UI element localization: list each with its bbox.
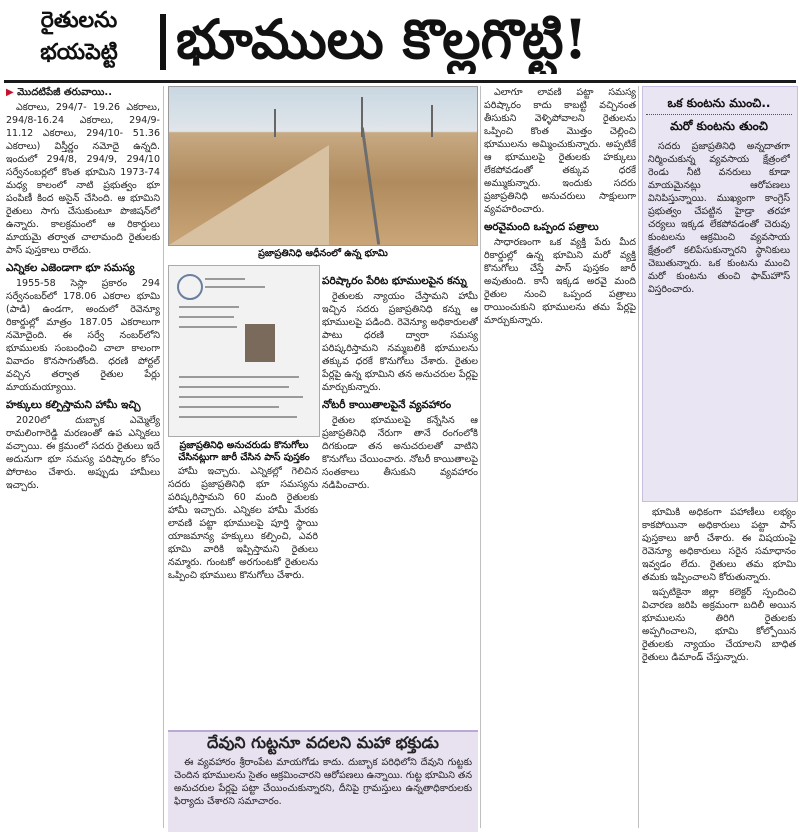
sidebar-heading-1: ఒక కుంటను ముంచి.. xyxy=(646,92,792,115)
paragraph: 1955-58 సెస్లా ప్రకారం 294 సర్వేనంబర్‌లో 178.06 ఎకరాల భూమి (పాడి) ఉండగా, అందులో రెవెన్యూ రికార్డుల్లో మాత్రం 187.05 ఎకరాలుగా నమోదైంది. ఈ సర్వే నంబర్‌లోని భూములకు సంబంధించి చాలా కాలంగా వివాదం కొనసాగుతోంది. ధరణి పోర్టల్‌ వచ్చిన తర్వాత రైతుల పేర్లు మాయమయ్యాయి. xyxy=(6,278,160,393)
column-divider xyxy=(638,86,639,828)
continuation-label: ▶ మొదటిపేజీ తరువాయి.. xyxy=(6,87,113,98)
paragraph: రైతులకు న్యాయం చేస్తామని హామీ ఇచ్చిన సదరు ప్రజాప్రతినిధి కన్ను ఆ భూములపై పడింది. రెవెన్యూ అధికారులతో పాటు ధరణి ద్వారా సమస్య పరిష్కరిస్తామని నమ్మబలికి భూములను తక్కువ ధరకే కొనుగోలు చేశారు. రైతుల పేర్లపై ఉన్న భూమిని తన అనుచరుల పేర్లపై మార్చుకున్నారు. xyxy=(322,291,478,393)
kicker xyxy=(4,4,154,72)
subheading: హక్కులు కల్పిస్తామని హామీ ఇచ్చి xyxy=(6,399,141,411)
subheading: నోటరీ కాయితాలపైనే వ్యవహారం xyxy=(322,399,452,411)
kicker-line-1: రైతులను xyxy=(40,7,118,33)
paragraph: ఎలాగూ లావణి పట్టా సమస్య పరిష్కారం కాదు కాబట్టి వచ్చినంత తీసుకుని వెళ్ళిపోవాలని రైతులను ఒప్పించి కొంత మొత్తం చెల్లించి భూములను అమ్మించుకున్నారు. అప్పటికే ఆ భూములపై రైతులకు హక్కులు లేకపోవడంతో తక్కువ ధరకే అమ్ముకున్నారు. ఇందుకు సదరు ప్రజాప్రతినిధి అనుచరులు సాక్షులుగా వ్యవహరించారు. xyxy=(484,87,636,215)
paragraph: ఈ వ్యవహారం శ్రీరాంపేట మాయగోడు కాదు. దుబ్బాక పరిధిలోని దేవుని గుట్టకు చెందిన భూములను సైతం ఆక్రమించారని ఆరోపణలు ఉన్నాయి. గుట్ట భూమిని తన అనుచరుల పేర్లపై పట్టా చేయించుకున్నారని, దీనిపై గ్రామస్తులు ఉన్నతాధికారులకు ఫిర్యాదు చేశారని సమాచారం. xyxy=(174,757,472,807)
article-column-3 xyxy=(484,86,636,828)
photo-caption: ప్రజాప్రతినిధి ఆధీనంలో ఉన్న భూమి xyxy=(258,248,388,259)
column-divider xyxy=(163,86,164,828)
subheading: పరిష్కారం పేరిట భూములపైన కన్ను xyxy=(322,275,467,287)
triangle-icon: ▶ xyxy=(6,87,18,98)
subheading: ఎన్నికల ఎజెండాగా భూ సమస్య xyxy=(6,262,135,274)
sidebar-heading-2: మరో కుంటను తుంచి xyxy=(670,119,768,133)
paragraph: ఎకరాలు, 294/7- 19.26 ఎకరాలు, 294/8-16.24 ఎకరాలు, 294/9-11.12 ఎకరాలు, 294/10- 51.36 ఎకరాలు) విస్తీర్ణం నమోదై ఉన్నది. ఇందులో 294/8, 294/9, 294/10 సర్వేనంబర్లలో కొంత భూమిని 1973-74 మధ్య కాలంలో నాటి ప్రభుత్వం భూ పంపిణీ కింద అసైన్‌ చేసింది. ఆ భూమిని రైతులు సాగు చేసుకుంటూ పొజిషన్‌లో ఉన్నారు. కాలక్రమంలో ఆ రికార్డులు మాయమై తర్వాత చాలామంది రైతులకు పాస్‌ పుస్తకాలు రాలేదు. xyxy=(6,102,160,256)
article-column-4 xyxy=(642,506,796,828)
passbook-photo xyxy=(168,265,320,437)
passbook-caption: ప్రజాప్రతినిధి అనుచరుడు కొనుగోలు చేసినట్లుగా జారీ చేసిన పాస్‌ పుస్తకం xyxy=(178,440,310,463)
column-divider xyxy=(480,86,481,828)
sidebar-text xyxy=(648,140,790,496)
article-column-2b xyxy=(168,465,318,727)
article-column-1 xyxy=(6,86,160,828)
boxed-story-text xyxy=(174,756,472,828)
subheading: అరవైమంది ఒప్పంద పత్రాలు xyxy=(484,221,599,233)
paragraph: భూమికి అధికంగా పహాణీలు లభ్యం కాకపోయినా అధికారులు పట్టా పాస్‌ పుస్తకాలు జారీ చేశారు. ఈ విషయంపై రెవెన్యూ అధికారులు సరైన సమాధానం ఇవ్వడం లేదు. రైతులు తమ భూమి తమకు ఇప్పించాలని కోరుతున్నారు. xyxy=(642,507,796,583)
paragraph: రైతుల భూములపై కన్నేసిన ఆ ప్రజాప్రతినిధి నేరుగా తానే రంగంలోకి దిగకుండా తన అనుచరులతో వాటిని కొనుగోలు చేయించారు. నోటరీ కాయితాలపై సంతకాలు తీసుకుని వ్యవహారం నడిపించారు. xyxy=(322,415,478,491)
header-rule xyxy=(4,80,796,83)
paragraph: 2020లో దుబ్బాక ఎమ్మెల్యే రామలింగారెడ్డి మరణంతో ఉప ఎన్నికలు వచ్చాయి. ఈ క్రమంలో సదరు రైతులు ఇదే అదునుగా భూ సమస్య పరిష్కారం కోసం పోరాటం చేశారు. అప్పుడు హామీలు ఇచ్చారు. xyxy=(6,415,160,491)
article-column-2 xyxy=(322,270,478,726)
paragraph: ఇప్పటికైనా జిల్లా కలెక్టర్‌ స్పందించి విచారణ జరిపి అక్రమంగా బదిలీ అయిన భూములను తిరిగి రైతులకు అప్పగించాలని, భూమి కోల్పోయిన రైతులకు న్యాయం చేయాలని బాధిత రైతులు డిమాండ్‌ చేస్తున్నారు. xyxy=(642,587,796,663)
sidebar-heading xyxy=(646,92,792,137)
paragraph: హామీ ఇచ్చారు. ఎన్నికల్లో గెలిచిన సదరు ప్రజాప్రతినిధి భూ సమస్యను పరిష్కరిస్తామని 60 మంది రైతులకు హామీ ఇచ్చారు. ఎన్నికల హామీ మేరకు లావణి పట్టా భూములపై పూర్తి స్థాయి యాజమాన్య హక్కులు కల్పించి, ఎవరి భూమి వారికి ఇప్పిస్తామని రైతులు నమ్మారు. గుంటకో అరగుంటకో రైతులను ఒప్పించి భూములు కొనుగోలు చేశారు. xyxy=(168,466,318,581)
boxed-story-title: దేవుని గుట్టనూ వదలని మహా భక్తుడు xyxy=(207,733,439,752)
field-photo xyxy=(168,86,478,246)
kicker-line-2: భయపెట్టి xyxy=(40,39,118,65)
paragraph: సాధారణంగా ఒక వ్యక్తి పేరు మీద రికార్డుల్లో ఉన్న భూమిని మరో వ్యక్తి కొనుగోలు చేస్తే పాస్‌ పుస్తకం జారీ అవుతుంది. కానీ ఇక్కడ అరవై మంది రైతుల నుంచి ఒప్పంద పత్రాలు రాయించుకుని భూములను తమ పేర్లపై మార్చుకున్నారు. xyxy=(484,237,636,326)
paragraph: సదరు ప్రజాప్రతినిధి అన్నదాతగా నిర్మించుకున్న వ్యవసాయ క్షేత్రంలో రెండు నీటి వనరులు కూడా మాయమైనట్లు ఆరోపణలు వినిపిస్తున్నాయి. ముఖ్యంగా కాంగ్రెస్‌ ప్రభుత్వం చేపట్టిన హైడ్రా తరహా చర్యలు ఇక్కడ లేకపోవడంతో చెరువు కుంటలను ఆక్రమించి వ్యవసాయ క్షేత్రంలో కలిపేసుకున్నారని స్థానికులు చెబుతున్నారు. ఒక కుంటను ముంచి మరో కుంటను తుంచి ఫామ్‌హౌస్‌ విస్తరించారు. xyxy=(648,141,790,295)
headline-divider xyxy=(160,14,166,70)
headline: భూములు కొల్లగొట్టి! xyxy=(176,7,588,71)
